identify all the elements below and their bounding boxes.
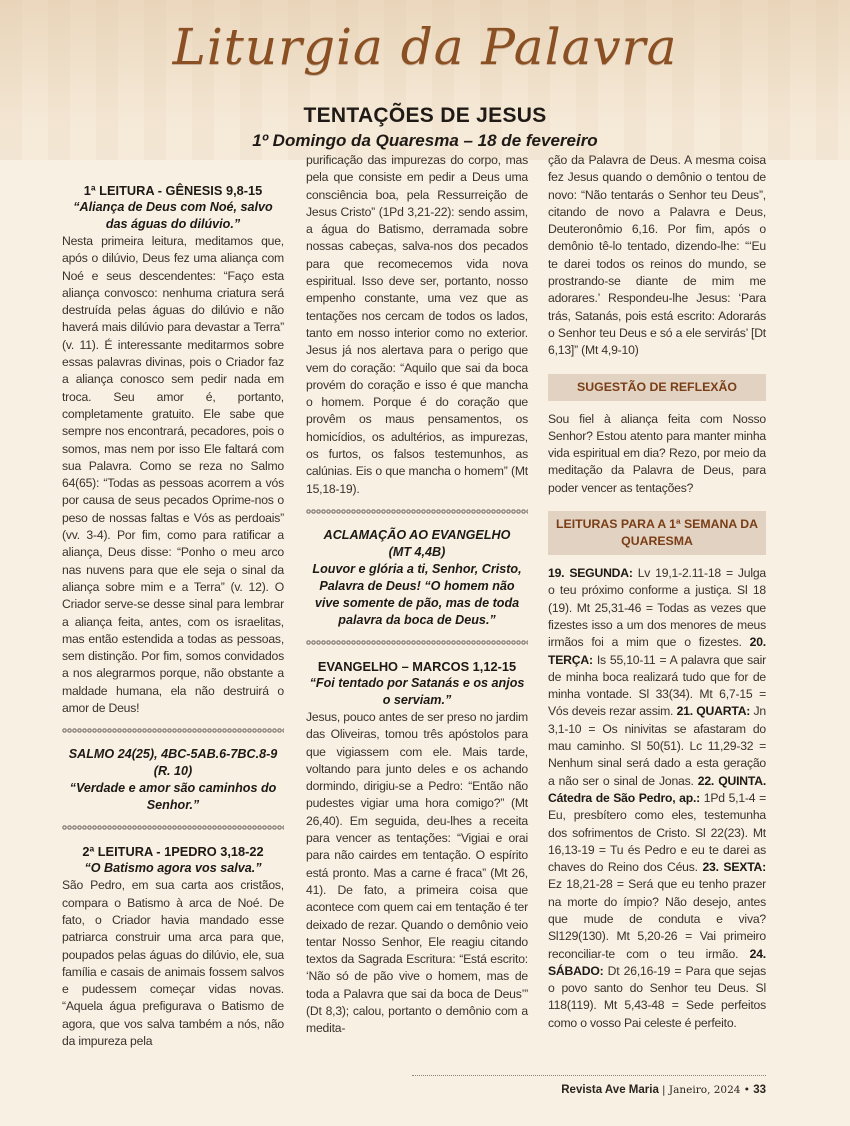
section-title-logo: Liturgia da Palavra (172, 18, 678, 76)
psalm-response: “Verdade e amor são caminhos do Senhor.” (69, 781, 277, 813)
gospel-quote: “Foi tentado por Satanás e os anjos o serviam.” (309, 675, 525, 707)
second-reading-body-part1: São Pedro, em sua carta aos cristãos, compara o Batismo à arca de Noé. De fato, o Criador havia mandado esse patriarca construir uma arca para que, poupados pelas águas do dilúvio, ele, sua família e casais de animais fossem salvos e pudessem começar vidas novas. “Aquela água prefigurava o Batismo de agora, que vos salva também a nós, não da impureza pela (62, 878, 284, 1048)
first-reading-quote: “Aliança de Deus com Noé, salvo das águas do dilúvio.” (73, 200, 273, 231)
first-reading-title: 1ª LEITURA - GÊNESIS 9,8-15 (83, 183, 263, 198)
acclamation-ref: (MT 4,4B) (388, 544, 446, 559)
day-label: 20. TERÇA: (548, 635, 766, 667)
day-readings: Ez 18,21-28 = Será que eu tenho prazer na morte do ímpio? Não desejo, antes que mude de conduta e viva? Sl129(130). Mt 5,20-26 = Vai primeiro reconciliar-te com o teu irmão. (548, 877, 766, 961)
second-reading-quote: “O Batismo agora vos salva.” (84, 861, 262, 876)
gospel-acclamation (306, 527, 528, 629)
chain-divider (306, 509, 528, 514)
weekly-readings-heading: LEITURAS PARA A 1ª SEMANA DA QUARESMA (548, 511, 766, 555)
gospel-title: EVANGELHO – MARCOS 1,12-15 (317, 658, 517, 674)
chain-divider (62, 825, 284, 830)
day-readings: Is 55,10-11 = A palavra que sair de minha boca realizará tudo que for de minha vontade. Sl 33(34). Mt 6,7-15 = Vós deveis rezar assim. (548, 652, 766, 719)
gospel-body-part1: Jesus, pouco antes de ser preso no jardim das Oliveiras, tomou três apóstolos para que vigiassem com ele. Mais tarde, voltando para junto deles e os achando dormindo, dirigiu-se a Pedro: “Então não pudestes vigiar uma hora comigo?” (Mt 26,40). Em seguida, deu-lhes a receita para vencer as tentações: “Vigiai e orai para não cairdes em tentação. O espírito está pronto. Mas a carne é fraca” (Mt 26, 41). De fato, a primeira coisa que acontece com quem cai em tentação é ter deixado de rezar. Quando o demônio veio tentar Nosso Senhor, Ele reagiu citando textos da Sagrada Escritura: “Está escrito: ‘Não só de pão vive o homem, mas de toda a Palavra que sai da boca de Deus’” (Dt 8,3); calou, portanto o demônio com a medita- (306, 709, 528, 1036)
day-label: 23. SEXTA: (702, 860, 766, 875)
gospel (306, 658, 528, 1038)
day-readings: Lv 19,1-2.11-18 = Julga o teu próximo conforme a justiça. Sl 18 (19). Mt 25,31-46 = Todas as vezes que fizestes isso a um dos menores de meus irmãos foi a mim que o fizestes. (548, 566, 766, 650)
second-reading-title: 2ª LEITURA - 1PEDRO 3,18-22 (82, 844, 264, 860)
second-reading-body-part2: purificação das impurezas do corpo, mas pela que consiste em pedir a Deus uma consciência boa, pela Ressurreição de Jesus Cristo” (1Pd 3,21-22): sendo assim, a água do Batismo, derramada sobre nossas cabeças, salva-nos dos pecados para que recomecemos vida nova espiritual. Isso deve ser, portanto, nosso empenho constante, uma vez que as tentações nos cercam de todos os lados, tanto em nosso interior como no exterior. Jesus já nos alertava para o perigo que vem do coração: “Aquilo que sai da boca provém do coração e isso é que mancha o homem. Porque é do coração que provêm os maus pensamentos, os homicídios, os adultérios, as impurezas, os furtos, os falsos testemunhos, as calúnias. Eis o que mancha o homem” (Mt 15,18-19). (306, 153, 528, 496)
reflection-heading: SUGESTÃO DE REFLEXÃO (548, 374, 766, 401)
page-number: 33 (753, 1084, 766, 1096)
day-label: 21. QUARTA: (676, 704, 751, 719)
second-reading (62, 843, 284, 1050)
psalm (62, 746, 284, 814)
day-label: 19. SEGUNDA: (548, 566, 633, 581)
day-readings: Jn 3,1-10 = Os ninivitas se afastaram do mau caminho. Sl 50(51). Lc 11,29-32 = Nenhum sinal será dado a esta geração a não ser o sinal de Jonas. (548, 704, 766, 788)
day-label: 22. QUINTA. Cátedra de São Pedro, ap.: (548, 773, 767, 805)
reflection-body: Sou fiel à aliança feita com Nosso Senhor? Estou atento para manter minha vida espiritual em dia? Rezo, por meio da meditação da Palavra de Deus, para poder vencer as tentações? (548, 411, 766, 495)
gospel-body-part2: ção da Palavra de Deus. A mesma coisa fez Jesus quando o demônio o tentou de novo: “Não tentarás o Senhor teu Deus”, citando de novo a Palavra e Deus, Deuteronômio 6,16. Por fim, após o demônio tê-lo tentado, dizendo-lhe: “‘Eu te darei todos os reinos do mundo, se prostrando-se diante de mim me adorares.’ Respondeu-lhe Jesus: ‘Para trás, Satanás, pois está escrito: Adorarás o Senhor teu Deus e só a ele servirás’ [Dt 6,13]” (Mt 4,9-10) (548, 153, 766, 358)
psalm-title: SALMO 24(25), 4BC-5AB.6-7BC.8-9 (68, 747, 278, 762)
chain-divider (62, 728, 284, 733)
chain-divider (306, 640, 528, 645)
page-subtitle: 1º Domingo da Quaresma – 18 de fevereiro (252, 131, 598, 150)
issue-date: | Janeiro, 2024 • (662, 1084, 750, 1096)
first-reading (62, 182, 284, 717)
weekly-readings-list (548, 565, 766, 1032)
day-label: 24. SÁBADO: (548, 946, 766, 978)
acclamation-text: Louvor e glória a ti, Senhor, Cristo, Palavra de Deus! “O homem não vive somente de pão, mas de toda palavra da boca de Deus.” (312, 561, 522, 627)
psalm-ref: (R. 10) (153, 764, 193, 779)
first-reading-body: Nesta primeira leitura, meditamos que, após o dilúvio, Deus fez uma aliança com Noé e seus descendentes: “Faço esta aliança convosco: nenhuma criatura será destruída pelas águas do dilúvio e não haverá mais dilúvio para devastar a Terra” (v. 11). É interessante meditarmos sobre essas palavras divinas, pois o Criador faz a aliança conosco sem pedir nada em troca. Seu amor é, portanto, completamente gratuito. Ele sabe que sempre nos encontrará, pecadores, pois o somos, mas nem por isso Ele faltará com sua Palavra. Como se reza no Salmo 64(65): “Todas as pessoas acorrem a vós por causa de seus pecados Oprime-nos o peso de nossas faltas e Vós as perdoais” (vv. 3-4). Por fim, como para ratificar a aliança, Deus disse: “Ponho o meu arco nas nuvens para que ele seja o sinal da aliança sobre mim e a Terra” (v. 12). O Criador serve-se desse sinal para lembrar a aliança feita, antes, com os israelitas, mas então estendida a todas as pessoas, sem distinção. Por fim, somos convidados a nos alegrarmos porque, não obstante a maldade humana, ela não destruirá o amor de Deus! (62, 234, 284, 716)
day-readings: Dt 26,16-19 = Para que sejas o povo santo do Senhor teu Deus. Sl 118(119). Mt 5,43-48 = Sede perfeitos como o vosso Pai celeste é perfeito. (548, 963, 766, 1030)
acclamation-title: ACLAMAÇÃO AO EVANGELHO (323, 527, 511, 542)
column-2 (306, 152, 528, 1038)
page-footer (561, 1084, 766, 1096)
page-title: TENTAÇÕES DE JESUS (303, 104, 547, 127)
day-readings: 1Pd 5,1-4 = Eu, presbítero como eles, testemunha dos sofrimentos de Cristo. Sl 22(23). Mt 16,13-19 = Tu és Pedro e eu te darei as chaves do Reino dos Céus. (548, 790, 766, 875)
column-3 (548, 152, 766, 1032)
magazine-name: Revista Ave Maria (561, 1084, 659, 1096)
column-1 (62, 182, 284, 1050)
footer-divider (412, 1075, 766, 1076)
